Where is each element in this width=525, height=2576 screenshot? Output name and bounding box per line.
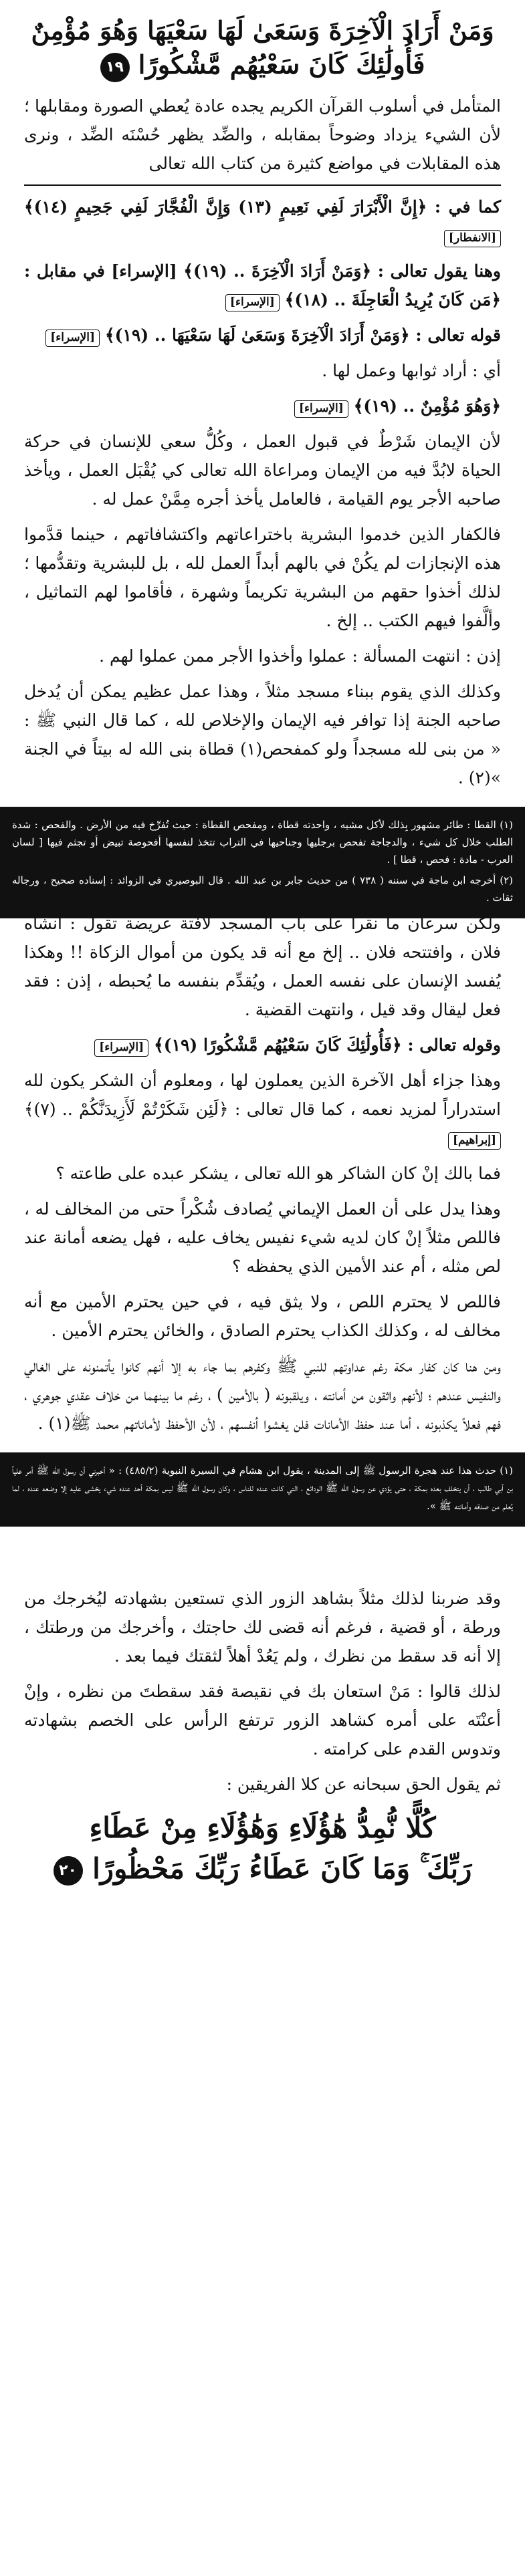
paragraph bbox=[24, 192, 501, 250]
footnotes bbox=[0, 1452, 525, 1527]
paragraph: ثم يقول الحق سبحانه عن كلا الفريقين : bbox=[226, 1775, 501, 1794]
verse-number: ١٩ bbox=[100, 53, 130, 82]
paragraph: فالكفار الذين خدموا البشرية باختراعاتهم واكتشافاتهم ، حينما قدَّموا هذه الإنجازات لم يكُنْ في بالهم أبداً العمل لله ، بل للبشرية وتقدُّمها ؛ لذلك أخذوا حقهم من البشرية تكريماً وشهرة ، فأقاموا لهم التماثيل ، وألَّفوا فيهم الكتب .. إلخ . bbox=[24, 524, 501, 630]
paragraph: المتأمل في أسلوب القرآن الكريم يجده عادة يُعطي الصورة ومقابلها ؛ لأن الشيء يزداد وضوحاً بمقابله ، والضِّد يظهر حُسْنَه الضِّد ، ونرى هذه المقابلات في مواضع كثيرة من كتاب الله تعالى bbox=[24, 96, 501, 173]
quran-quote: وقوله تعالى : ﴿فَأُولَٰئِكَ كَانَ سَعْيُهُم مَّشْكُورًا (١٩)﴾ bbox=[154, 1035, 501, 1055]
surah-reference: [الإسراء] bbox=[294, 400, 348, 418]
verse-line bbox=[24, 1849, 501, 1890]
paragraph: لأن الإيمان شَرْطٌ في قبول العمل ، وكُلُّ سعي للإنسان في حركة الحياة لابُدَّ فيه من الإيمان ومراعاة الله تعالى كي يُقْبَل العمل ، ويأخذ صاحبه الأجر يوم القيامة ، فالعامل يأخذ أجره مِمَّنْ عمل له . bbox=[24, 431, 501, 509]
quran-quote: وهذا جزاء أهل الآخرة الذين يعملون لها ، ومعلوم أن الشكر يكون لله استدراراً لمزيد نعمه ، كما قال تعالى : ﴿لَئِن شَكَرْتُمْ لَأَزِيدَنَّكُمْ .. (٧)﴾ bbox=[24, 1071, 501, 1119]
page-two bbox=[12, 909, 514, 1577]
page-three bbox=[24, 1564, 501, 2567]
paragraph bbox=[24, 1031, 501, 1059]
paragraph: ومن هنا كان كفار مكة رغم عداوتهم للنبي ﷺ وكفرهم بما جاء به إلا أنهم كانوا يأتمنونه على الغالي والنفيس عندهم ؛ لأنهم واثقون من أمانته ، ويلقبونه ( بالأمين ) ، رغم ما بينهما من خلاف عقدي جوهري ، فهم فعلاً يكذبونه ، أما عند حفظ الأمانات فلن يغشوا أنفسهم ، لأن الأحفظ لأماناتهم محمد ﷺ(١) . bbox=[24, 1356, 501, 1433]
verse-header bbox=[24, 13, 501, 82]
footnote: (١) حدث هذا عند هجرة الرسول ﷺ إلى المدينة ، يقول ابن هشام في السيرة النبوية (٤٨٥/٢) : « أخبرني أن رسول الله ﷺ أمر علياً بن أبي طالب ، أن يتخلف بعده بمكة ، حتى يؤدي عن رسول الله ﷺ الودائع ، التي كانت عنده للناس ، وكان رسول الله ﷺ ليس بمكة أحد عنده شيء يخشى عليه إلا وضعه عنده ، لما يُعلم من صدقه وأمانته ﷺ ». bbox=[12, 1464, 514, 1512]
paragraph: ولكن سرعان ما نقرأ على باب المسجد لافتة عريضة تقول : أنشأه فلان ، وافتتحه فلان .. إلخ مع أنه قد يكون من أموال الزكاة !! وهكذا يُفسد الإنسان على نفسه العمل ، ويُقدِّم بنفسه ما يُحبطه ، إذن : فقد فعل ليقال وقد قيل ، وانتهت القضية . bbox=[24, 914, 501, 1019]
paragraph: إذن : انتهت المسألة : عملوا وأخذوا الأجر ممن عملوا لهم . bbox=[99, 646, 501, 666]
surah-reference: [الإسراء] bbox=[45, 330, 100, 347]
footnote: (١) القطا : طائر مشهور بِذلك لأكل مشيه ، واحدته قطاة ، ومفحص القطاة : حيث تُفرِّخ فيه من الأرض . والفحص : شدة الطلب خلال كل شيء ، والدجاجة تفحص برجليها وجناحيها في التراب تتخذ لنفسها أفحوصة تبيض أو تجثم فيها [ لسان العرب - مادة : فحص ، قطا ] . bbox=[12, 818, 513, 866]
paragraph: فما بالك إنْ كان الشاكر هو الله تعالى ، يشكر عبده على طاعته ؟ bbox=[56, 1164, 501, 1183]
surah-reference: [الانفطار] bbox=[444, 230, 501, 247]
verse-number: ٢٠ bbox=[54, 1856, 83, 1886]
surah-reference: [إبراهيم] bbox=[448, 1132, 501, 1150]
verse-line: وَمَنْ أَرَادَ الْآخِرَةَ وَسَعَىٰ لَهَا سَعْيَهَا وَهُوَ مُؤْمِنٌ bbox=[31, 15, 494, 45]
quran-quote: كما في : ﴿إِنَّ الْأَبْرَارَ لَفِي نَعِيمٍ (١٣) وَإِنَّ الْفُجَّارَ لَفِي جَحِيمٍ (١٤)﴾ bbox=[24, 197, 501, 217]
paragraph: وكذلك الذي يقوم ببناء مسجد مثلاً ، وهذا عمل عظيم يمكن أن يُدخل صاحبه الجنة إذا توافر فيه الإيمان والإخلاص لله ، كما قال النبي ﷺ : « من بنى لله مسجداً ولو كمفحص(١) قطاة بنى الله له بيتاً في الجنة »(٢) . bbox=[24, 681, 501, 787]
paragraph: فاللص لا يحترم اللص ، ولا يثق فيه ، في حين يحترم الأمين مع أنه مخالف له ، وكذلك الكذاب يحترم الصادق ، والخائن يحترم الأمين . bbox=[24, 1292, 501, 1340]
quran-quote: وهنا يقول تعالى : ﴿وَمَنْ أَرَادَ الْآخِرَةَ .. (١٩)﴾ [الإسراء] في مقابل : ﴿مَن كَانَ يُرِيدُ الْعَاجِلَةَ .. (١٨)﴾ bbox=[24, 261, 501, 309]
paragraph bbox=[24, 257, 501, 314]
surah-reference: [الإسراء] bbox=[94, 1039, 148, 1057]
surah-reference: [الإسراء] bbox=[225, 294, 280, 311]
paragraph bbox=[24, 392, 501, 420]
verse-text: رَبِّكَ ۚ وَمَا كَانَ عَطَاءُ رَبِّكَ مَحْظُورًا bbox=[92, 1851, 472, 1885]
page-one bbox=[12, 13, 513, 929]
verse-block bbox=[24, 1808, 501, 1890]
verse-text: فَأُولَٰئِكَ كَانَ سَعْيُهُم مَّشْكُورًا bbox=[138, 49, 425, 80]
quran-quote: ﴿وَهُوَ مُؤْمِنٌ .. (١٩)﴾ bbox=[353, 396, 501, 416]
paragraph bbox=[24, 321, 501, 350]
quran-quote: قوله تعالى : ﴿وَمَنْ أَرَادَ الْآخِرَةَ وَسَعَىٰ لَهَا سَعْيَهَا .. (١٩)﴾ bbox=[105, 325, 501, 345]
footnote: (٢) أخرجه ابن ماجة في سننه ( ٧٣٨ ) من حديث جابر بن عبد الله . قال البوصيري في الزوائد : إسناده صحيح ، ورجاله ثقات . bbox=[12, 874, 513, 904]
verse-line bbox=[24, 47, 501, 82]
paragraph: وهذا يدل على أن العمل الإيماني يُصادف شُكْراً حتى من المخالف له ، فاللص مثلاً إنْ كان لديه شيء نفيس يخاف عليه ، فهل يضعه أمانة عند لص مثله ، أم عند الأمين الذي يحفظه ؟ bbox=[24, 1199, 501, 1276]
paragraph: لذلك قالوا : مَنْ استعان بك في نقيصة فقد سقطتَ من نظره ، وإنْ أعنْتَه على أمره كشاهد الزور ترتفع الرأس على الخصم بشهادته وتدوس القدم على كرامته . bbox=[24, 1682, 501, 1759]
paragraph: أي : أراد ثوابها وعمل لها . bbox=[322, 360, 501, 380]
divider bbox=[24, 184, 501, 186]
paragraph bbox=[24, 1066, 501, 1152]
footnotes bbox=[0, 807, 525, 918]
paragraph: وقد ضربنا لذلك مثلاً بشاهد الزور الذي تستعين بشهادته ليُخرجك من ورطة ، أو قضية ، فرغم أنه قضى لك حاجتك ، وأخرجك من ورطتك ، إلا أنه قد سقط من نظرك ، ولم يَعُدْ أهلاً لثقتك فيما بعد . bbox=[24, 1589, 501, 1666]
verse-line: كُلًّا نُّمِدُّ هَٰؤُلَاءِ وَهَٰؤُلَاءِ مِنْ عَطَاءِ bbox=[89, 1811, 436, 1844]
